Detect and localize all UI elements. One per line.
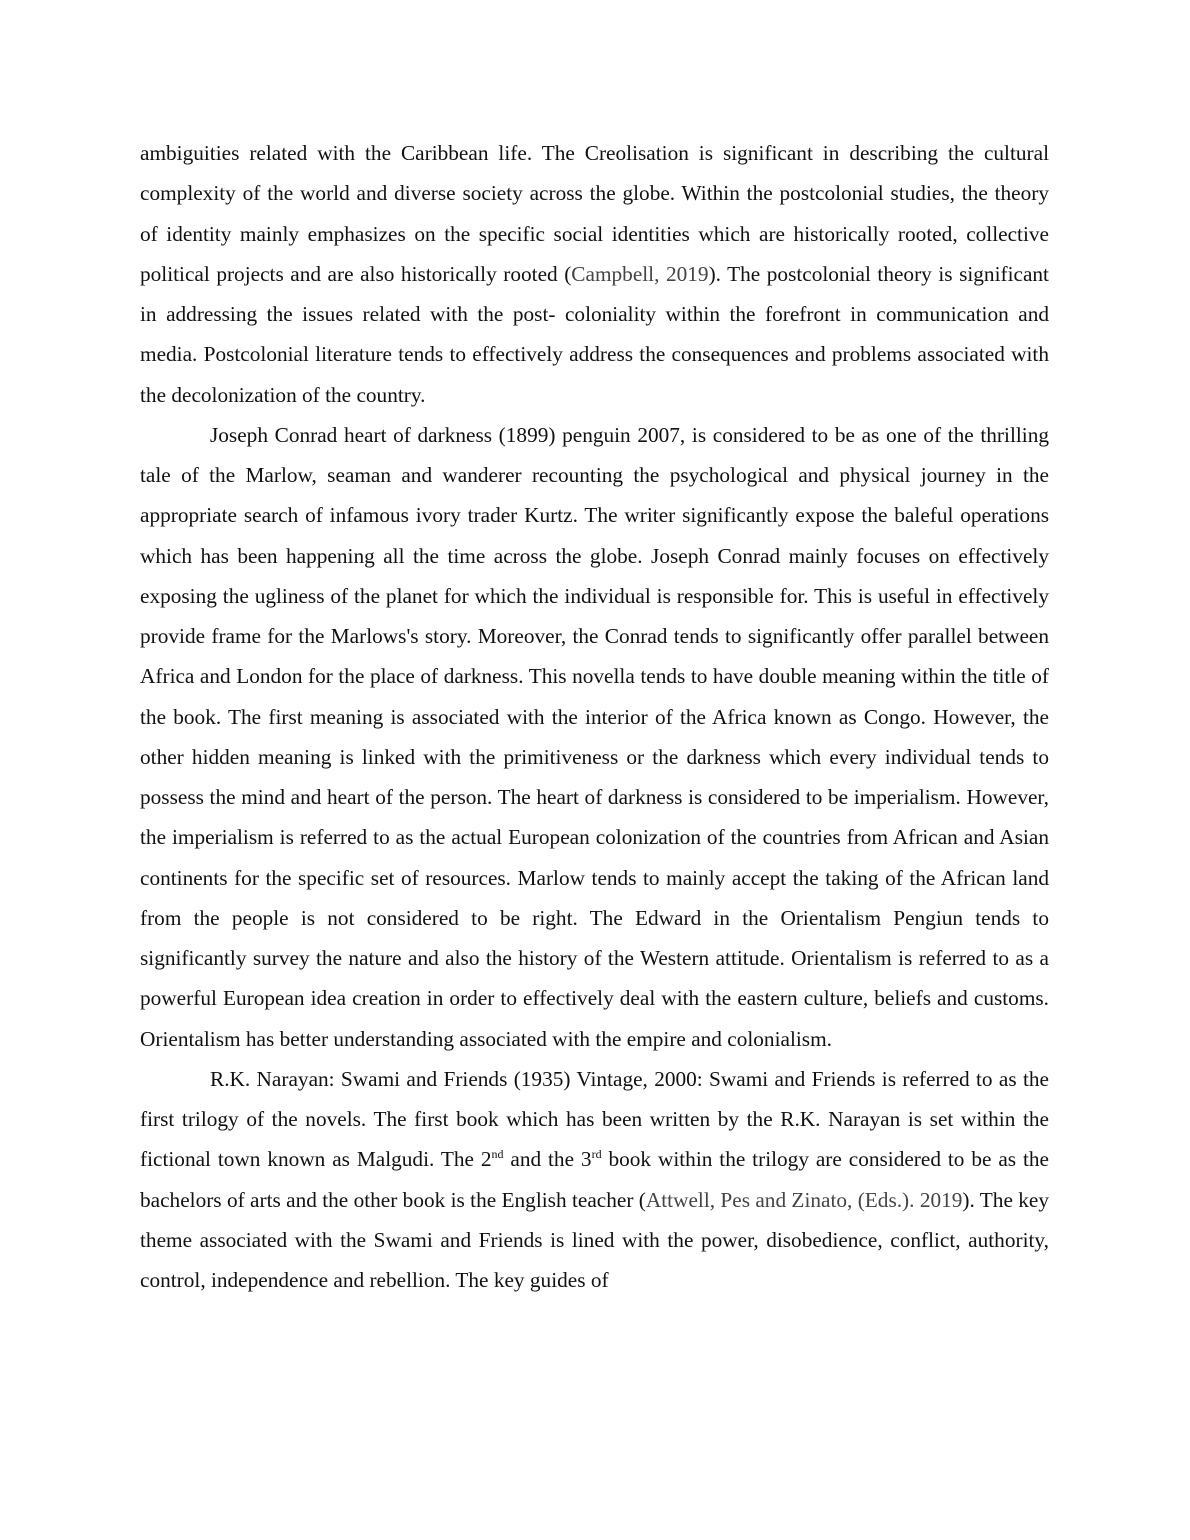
paragraph-creolisation <box>140 133 1049 415</box>
paragraph-heart-of-darkness: Joseph Conrad heart of darkness (1899) penguin 2007, is considered to be as one of the thrilling tale of the Marlow, seaman and wanderer recounting the psychological and physical journey in the appropriate search of infamous ivory trader Kurtz. The writer significantly expose the baleful operations which has been happening all the time across the globe. Joseph Conrad mainly focuses on effectively exposing the ugliness of the planet for which the individual is responsible for. This is useful in effectively provide frame for the Marlows's story. Moreover, the Conrad tends to significantly offer parallel between Africa and London for the place of darkness. This novella tends to have double meaning within the title of the book. The first meaning is associated with the interior of the Africa known as Congo. However, the other hidden meaning is linked with the primitiveness or the darkness which every individual tends to possess the mind and heart of the person. The heart of darkness is considered to be imperialism. However, the imperialism is referred to as the actual European colonization of the countries from African and Asian continents for the specific set of resources. Marlow tends to mainly accept the taking of the African land from the people is not considered to be right. The Edward in the Orientalism Pengiun tends to significantly survey the nature and also the history of the Western attitude. Orientalism is referred to as a powerful European idea creation in order to effectively deal with the eastern culture, beliefs and customs. Orientalism has better understanding associated with the empire and colonialism. <box>140 422 1049 1051</box>
paragraph-text: and the 3 <box>503 1147 592 1172</box>
document-page <box>140 133 1049 1300</box>
superscript-nd: nd <box>491 1147 504 1162</box>
paragraph-text: R.K. Narayan: Swami and Friends (1935) Vintage, 2000: Swami and Friends is referred to as the first trilogy of the novels. The first book which has been written by the R.K. Narayan is set within the fictional town known as Malgudi. The 2 <box>140 1066 1049 1172</box>
paragraph-swami-and-friends <box>140 1059 1049 1301</box>
citation-attwell: Attwell, Pes and Zinato, (Eds.). 2019 <box>645 1187 963 1212</box>
paragraph-text: ambiguities related with the Caribbean life. The Creolisation is significant in describing the cultural complexity of the world and diverse society across the globe. Within the postcolonial studies, the theory of identity mainly emphasizes on the specific social identities which are historically rooted, collective political projects and are also historically rooted ( <box>140 141 1049 286</box>
paragraph-text: ). The postcolonial theory is significant in addressing the issues related with the post- coloniality within the forefront in communication and media. Postcolonial literature tends to effectively address the consequences and problems associated with the decolonization of the country. <box>140 261 1049 407</box>
superscript-rd: rd <box>591 1147 602 1162</box>
citation-campbell: Campbell, 2019 <box>571 261 709 286</box>
paragraph-text: ). The key theme associated with the Swami and Friends is lined with the power, disobedience, conflict, authority, control, independence and rebellion. The key guides of <box>140 1187 1050 1292</box>
paragraph-text: book within the trilogy are considered to be as the bachelors of arts and the other book is the English teacher ( <box>140 1147 1049 1212</box>
